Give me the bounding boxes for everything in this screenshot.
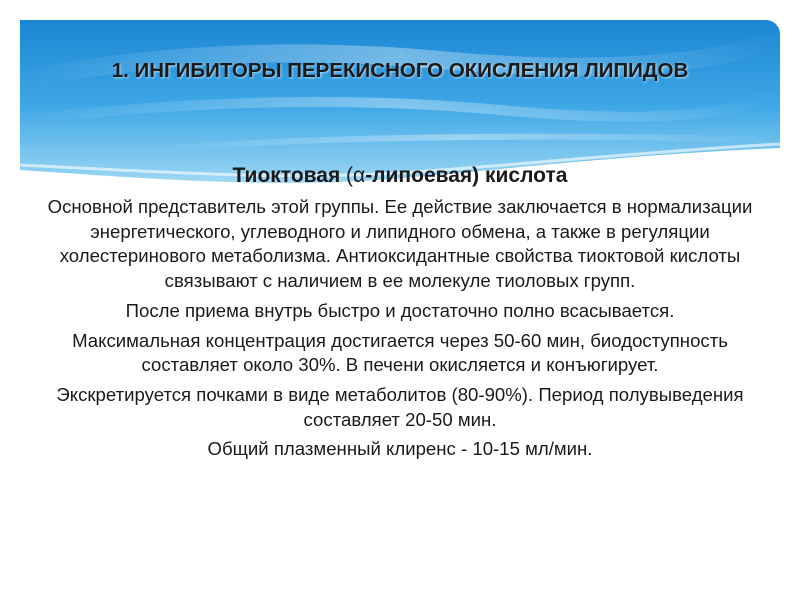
subtitle-part-3: -липоевая) кислота [365, 164, 568, 187]
slide-body [36, 161, 764, 467]
paragraph-4: Экскретируется почками в виде метаболитов (80-90%). Период полувыведения составляет 20-50 мин. [56, 383, 744, 430]
subtitle-part-1: Тиоктовая [232, 164, 341, 187]
subtitle [36, 161, 764, 191]
paragraph-2: После приема внутрь быстро и достаточно полно всасывается. [125, 299, 675, 321]
paragraph-3: Максимальная концентрация достигается через 50-60 мин, биодоступность составляет около 30%. В печени окисляется и конъюгирует. [72, 329, 728, 376]
paragraph-5: Общий плазменный клиренс - 10-15 мл/мин. [207, 438, 593, 460]
paragraph-1: Основной представитель этой группы. Ее действие заключается в нормализации энергетического, углеводного и липидного обмена, а также в регуляции холестеринового метаболизма. Антиоксидантные свойства тиоктовой кислоты связывают с наличием в ее молекуле тиоловых групп. [47, 196, 753, 292]
subtitle-part-2: (α [340, 164, 366, 187]
slide-title: 1. ИНГИБИТОРЫ ПЕРЕКИСНОГО ОКИСЛЕНИЯ ЛИПИДОВ [111, 59, 689, 82]
